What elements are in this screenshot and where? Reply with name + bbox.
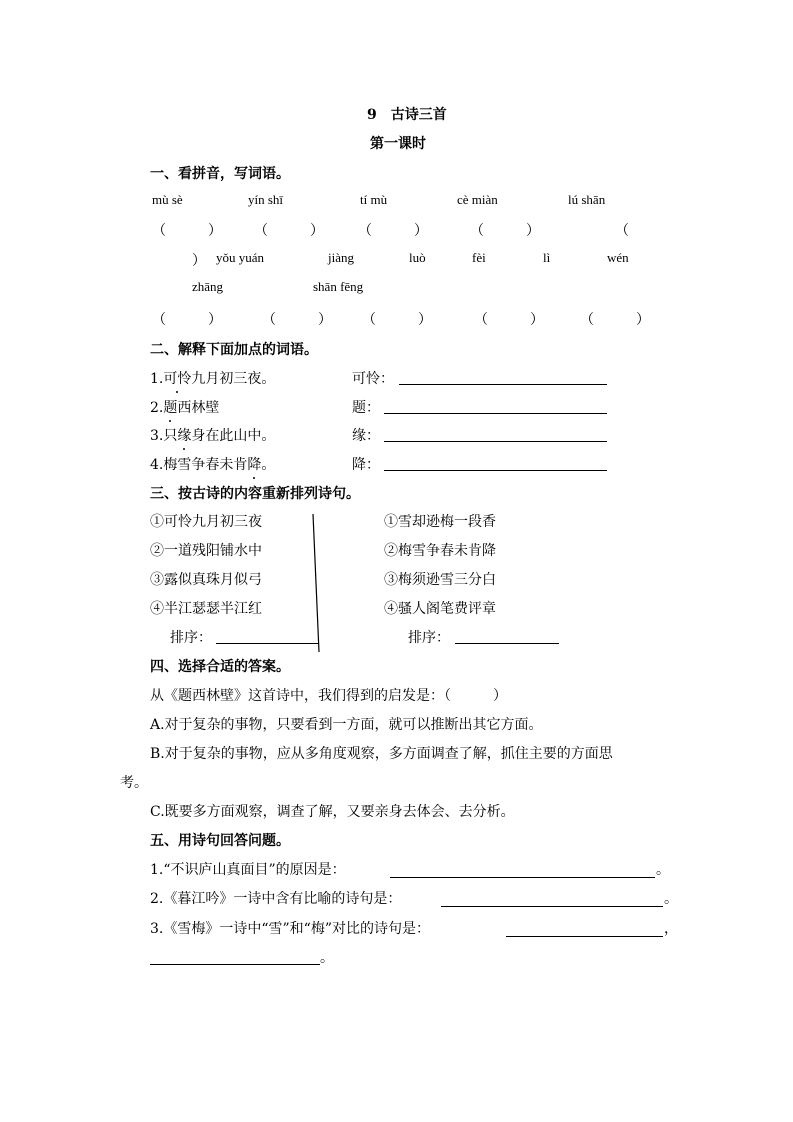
answer-line[interactable]: [399, 384, 607, 385]
dotted-word: 缘: [177, 425, 191, 445]
pinyin-wen: wén: [607, 250, 629, 265]
term-label-2: 题：: [352, 400, 380, 416]
question-1: 1.“不识庐山真面目”的原因是：: [150, 862, 346, 878]
phrase-item-1: 1.可怜九月初三夜。: [150, 368, 275, 388]
order-answer-line-left[interactable]: [216, 643, 319, 644]
page-title: 9 古诗三首: [367, 107, 447, 123]
poem-line-right: ③梅须逊雪三分白: [384, 572, 496, 588]
poem-line-right: ①雪却逊梅一段香: [384, 514, 496, 530]
option-b-continued: 考。: [120, 775, 148, 791]
choice-question: 从《题西林壁》这首诗中，我们得到的启发是：（ ）: [150, 688, 507, 704]
answer-blank[interactable]: （ ）: [254, 223, 324, 239]
poem-line-right: ②梅雪争春未肯降: [384, 543, 496, 559]
pinyin-zhang: zhāng: [192, 279, 224, 294]
pinyin-ti-mu: tí mù: [360, 192, 388, 207]
answer-blank[interactable]: （ ）: [152, 312, 222, 328]
pinyin-ce-mian: cè miàn: [457, 192, 498, 207]
section-4-heading: 四、选择合适的答案。: [150, 659, 290, 675]
answer-blank[interactable]: （ ）: [362, 312, 432, 328]
page-subtitle: 第一课时: [370, 136, 426, 152]
answer-line[interactable]: [384, 470, 607, 471]
pinyin-you-yuan: yǒu yuán: [216, 250, 265, 265]
punct-comma: ，: [664, 921, 678, 937]
answer-line[interactable]: [441, 906, 663, 907]
dotted-word: 可怜: [163, 368, 191, 388]
order-answer-line-right[interactable]: [455, 643, 559, 644]
pinyin-luo: luò: [409, 250, 426, 265]
answer-line[interactable]: [384, 441, 607, 442]
punct-period: 。: [656, 862, 670, 878]
answer-line[interactable]: [390, 877, 655, 878]
question-3: 3.《雪梅》一诗中“雪”和“梅”对比的诗句是：: [150, 921, 430, 937]
pinyin-li: lì: [543, 250, 551, 265]
pinyin-lu-shan: lú shān: [568, 192, 606, 207]
punct-period: 。: [664, 891, 678, 907]
poem-line-left: ③露似真珠月似弓: [150, 572, 262, 588]
order-label-right: 排序：: [408, 630, 450, 646]
answer-blank[interactable]: （ ）: [470, 223, 540, 239]
poem-line-left: ②一道残阳铺水中: [150, 543, 262, 559]
answer-line[interactable]: [506, 936, 663, 937]
poem-line-left: ①可怜九月初三夜: [150, 514, 262, 530]
option-c[interactable]: C.既要多方面观察，调查了解，又要亲身去体会、去分析。: [150, 804, 515, 820]
term-label-3: 缘：: [352, 428, 380, 444]
pinyin-fei: fèi: [472, 250, 486, 265]
option-b[interactable]: B.对于复杂的事物，应从多角度观察，多方面调查了解，抓住主要的方面思: [150, 746, 613, 762]
order-label-left: 排序：: [170, 630, 212, 646]
answer-line[interactable]: [384, 413, 607, 414]
section-3-heading: 三、按古诗的内容重新排列诗句。: [150, 486, 360, 502]
phrase-item-2: 2.题西林壁: [150, 397, 219, 417]
answer-blank[interactable]: （ ）: [580, 312, 650, 328]
term-label-1: 可怜：: [352, 371, 394, 387]
answer-blank-close[interactable]: ）: [192, 253, 206, 269]
poem-line-right: ④骚人阁笔费评章: [384, 601, 496, 617]
answer-blank[interactable]: （ ）: [474, 312, 544, 328]
dotted-word: 题: [163, 397, 177, 417]
phrase-item-4: 4.梅雪争春未肯降。: [150, 454, 275, 474]
poem-line-left: ④半江瑟瑟半江红: [150, 601, 262, 617]
pinyin-jiang: jiàng: [328, 250, 354, 265]
punct-period: 。: [320, 950, 334, 966]
answer-blank[interactable]: （: [615, 223, 629, 239]
term-label-4: 降：: [352, 457, 380, 473]
answer-blank[interactable]: （ ）: [358, 223, 428, 239]
dotted-word: 降: [247, 454, 261, 474]
pinyin-mu-se: mù sè: [152, 192, 183, 207]
pinyin-yin-shi: yín shī: [248, 192, 284, 207]
answer-blank[interactable]: （ ）: [152, 223, 222, 239]
divider-stroke: [310, 512, 324, 654]
question-2: 2.《暮江吟》一诗中含有比喻的诗句是：: [150, 891, 402, 907]
answer-blank[interactable]: （ ）: [262, 312, 332, 328]
pinyin-shan-feng: shān fēng: [313, 279, 364, 294]
phrase-item-3: 3.只缘身在此山中。: [150, 425, 275, 445]
section-2-heading: 二、解释下面加点的词语。: [150, 342, 318, 358]
section-1-heading: 一、看拼音，写词语。: [150, 166, 290, 182]
answer-line[interactable]: [150, 964, 320, 965]
section-5-heading: 五、用诗句回答问题。: [150, 833, 290, 849]
option-a[interactable]: A.对于复杂的事物，只要看到一方面，就可以推断出其它方面。: [150, 717, 543, 733]
